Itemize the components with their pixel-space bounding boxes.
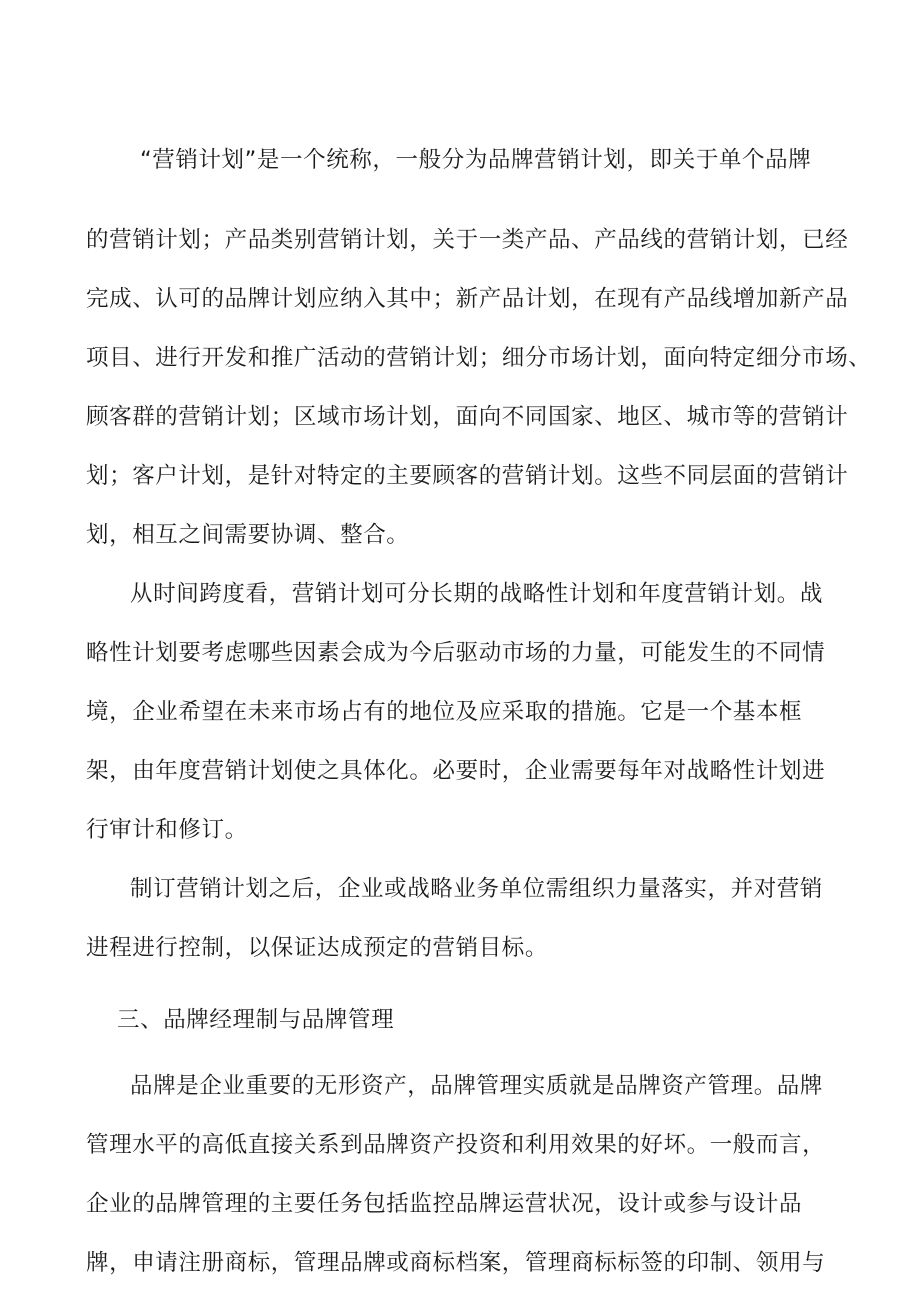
text-line: 划；客户计划，是针对特定的主要顾客的营销计划。这些不同层面的营销计 xyxy=(86,463,849,489)
text-line: 品牌是企业重要的无形资产，品牌管理实质就是品牌资产管理。品牌 xyxy=(130,1073,824,1099)
text-line: “营销计划”是一个统称，一般分为品牌营销计划，即关于单个品牌 xyxy=(140,147,812,173)
text-line: 架，由年度营销计划使之具体化。必要时，企业需要每年对战略性计划进 xyxy=(86,758,826,784)
section-heading: 三、品牌经理制与品牌管理 xyxy=(117,1007,395,1033)
text-line: 行审计和修订。 xyxy=(86,817,248,843)
text-line: 境，企业希望在未来市场占有的地位及应采取的措施。它是一个基本框 xyxy=(86,699,803,725)
text-line: 进程进行控制，以保证达成预定的营销目标。 xyxy=(86,935,549,961)
text-line: 企业的品牌管理的主要任务包括监控品牌运营状况，设计或参与设计品 xyxy=(86,1191,803,1217)
text-line: 完成、认可的品牌计划应纳入其中；新产品计划，在现有产品线增加新产品 xyxy=(86,286,849,312)
text-line: 划，相互之间需要协调、整合。 xyxy=(86,522,410,548)
text-line: 从时间跨度看，营销计划可分长期的战略性计划和年度营销计划。战 xyxy=(130,581,824,607)
text-line: 制订营销计划之后，企业或战略业务单位需组织力量落实，并对营销 xyxy=(130,876,824,902)
text-line: 的营销计划；产品类别营销计划，关于一类产品、产品线的营销计划，已经 xyxy=(86,227,849,253)
text-line: 项目、进行开发和推广活动的营销计划；细分市场计划，面向特定细分市场、 xyxy=(86,345,872,371)
text-line: 略性计划要考虑哪些因素会成为今后驱动市场的力量，可能发生的不同情 xyxy=(86,640,826,666)
text-line: 管理水平的高低直接关系到品牌资产投资和利用效果的好坏。一般而言， xyxy=(86,1132,826,1158)
text-line: 牌，申请注册商标，管理品牌或商标档案，管理商标标签的印制、领用与 xyxy=(86,1250,826,1276)
text-line: 顾客群的营销计划；区域市场计划，面向不同国家、地区、城市等的营销计 xyxy=(86,404,849,430)
